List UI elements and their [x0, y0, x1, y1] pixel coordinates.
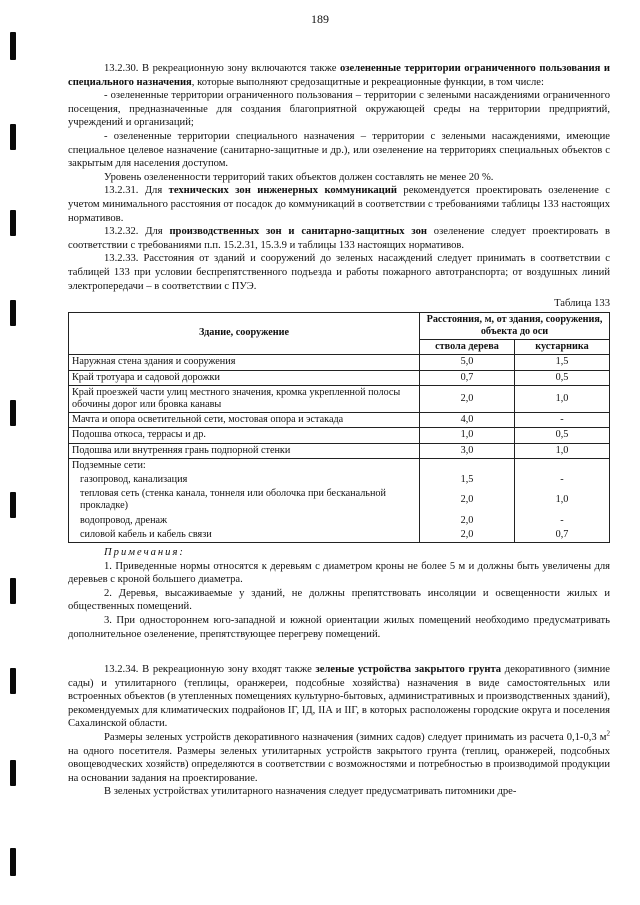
- section-number: 13.2.30.: [104, 63, 139, 74]
- bold-term: производственных зон и санитарно-защитных зон: [169, 226, 427, 238]
- header-distance: Расстояния, м, от здания, сооружения, объекта до оси: [420, 312, 610, 339]
- binder-mark: [10, 124, 16, 150]
- list-item: - озелененные территории специального назначения – территории с зелеными насаждениями, имеющие специальное целевое назначение (санитарно-защитные и др.), или озеленение на территориях специальных объектов с закрытым для населения доступом.: [68, 130, 610, 170]
- page-number: 189: [311, 12, 329, 26]
- section-13-2-30: 13.2.30. В рекреационную зону включаются также озелененные территории ограниченного пользования и специального назначения, которые выполняют средозащитные и рекреационные функции, в том числе:: [68, 63, 611, 88]
- header-shrub: кустарника: [515, 340, 610, 355]
- table-row: Подошва или внутренняя грань подпорной стенки 3,0 1,0: [69, 443, 610, 458]
- table-row: Подошва откоса, террасы и др. 1,0 0,5: [69, 428, 610, 443]
- notes-heading: Примечания:: [104, 546, 185, 558]
- binder-mark: [10, 210, 16, 236]
- section-13-2-31: 13.2.31. Для технических зон инженерных коммуникаций рекомендуется проектировать озеленение с учетом минимального расстояния от посадок до коммуникаций в соответствии с требованиями таблицы 133 настоящих нормативов.: [68, 185, 610, 224]
- section-number: 13.2.32.: [104, 226, 139, 238]
- distance-table: [68, 312, 610, 543]
- note-item: 3. При одностороннем юго-западной и южной ориентации жилых помещений необходимо предусматривать дополнительное озеленение, препятствующее перегреву помещений.: [68, 614, 610, 640]
- bold-term: зеленые устройства закрытого грунта: [315, 664, 502, 676]
- section-13-2-33: 13.2.33. Расстояния от зданий и сооружений до зеленых насаждений следует принимать в соответствии с таблицей 133 при условии беспрепятственного подъезда и работы пожарного автотранспорта; от воздушных линий электропередачи – в соответствии с ПУЭ.: [68, 253, 610, 292]
- paragraph: В зеленых устройствах утилитарного назначения следует предусматривать питомники дре-: [104, 786, 517, 798]
- section-number: 13.2.33.: [104, 253, 139, 265]
- binder-mark: [10, 300, 16, 326]
- bold-term: технических зон инженерных коммуникаций: [168, 185, 397, 197]
- table-row: водопровод, дренаж 2,0 -: [69, 514, 610, 528]
- section-number: 13.2.34.: [104, 664, 139, 676]
- binder-mark: [10, 848, 16, 876]
- list-item: - озелененные территории ограниченного пользования – территории с зелеными насаждениями ограниченного посещения, предназначенные для создания благоприятной окружающей среды на территории предприятий, учреждений и организаций;: [68, 90, 610, 129]
- table-row: Край тротуара и садовой дорожки 0,7 0,5: [69, 370, 610, 385]
- binder-mark: [10, 32, 16, 60]
- binder-mark: [10, 400, 16, 426]
- table-row: Край проезжей части улиц местного значения, кромка укрепленной полосы обочины дорог или бровка канавы 2,0 1,0: [69, 385, 610, 412]
- table-row: силовой кабель и кабель связи 2,0 0,7: [69, 528, 610, 543]
- note-item: 1. Приведенные нормы относятся к деревьям с диаметром кроны не более 5 м и должны быть увеличены для деревьев с кроной большего диаметра.: [68, 560, 610, 586]
- binder-mark: [10, 492, 16, 518]
- binder-mark: [10, 760, 16, 786]
- table-notes: [68, 546, 610, 641]
- table-row: Мачта и опора осветительной сети, мостовая опора и эстакада 4,0 -: [69, 413, 610, 428]
- header-building: Здание, сооружение: [69, 312, 420, 355]
- binder-mark: [10, 668, 16, 694]
- table-caption: Таблица 133: [554, 298, 610, 310]
- table-row: тепловая сеть (стенка канала, тоннеля или оболочка при бесканальной прокладке) 2,0 1,0: [69, 487, 610, 513]
- page-content: [68, 62, 610, 799]
- paragraph: Размеры зеленых устройств декоративного назначения (зимних садов) следует принимать из расчета 0,1-0,3 $м^2$ на одного посетителя. Размеры зеленых утилитарных устройств закрытого грунта (теплиц, оранжерей, подсобных овощеводческих хозяйств) определяются в соответствии с возможностями и потребностью в производимой продукции на основании задания на проектирование.: [68, 729, 610, 784]
- section-13-2-34: 13.2.34. В рекреационную зону входят также зеленые устройства закрытого грунта декоративного (зимние сады) и утилитарного (теплицы, оранжереи, подсобные хозяйства) назначения в виде самостоятельных или встроенных объектов (в утепленных помещениях культурно-бытовых, административных и производственных зданий), рекомендуемых для климатических подрайонов IГ, IД, IIА и IIГ, в которых расположены городские округа и поселения Сахалинской области.: [68, 664, 610, 730]
- bold-term: озелененные территории ограниченного пользования и специального назначения: [68, 63, 611, 88]
- section-13-2-32: 13.2.32. Для производственных зон и санитарно-защитных зон озеленение следует проектировать в соответствии с требованиями п.п. 15.2.31, 15.3.9 и таблицы 133 настоящих нормативов.: [68, 226, 610, 251]
- table-group-row: Подземные сети:: [69, 458, 610, 473]
- table-row: Наружная стена здания и сооружения 5,0 1,5: [69, 355, 610, 370]
- table-row: газопровод, канализация 1,5 -: [69, 473, 610, 487]
- section-number: 13.2.31.: [104, 185, 139, 197]
- header-tree: ствола дерева: [420, 340, 515, 355]
- note-item: 2. Деревья, высаживаемые у зданий, не должны препятствовать инсоляции и освещенности жилых и общественных помещений.: [68, 587, 610, 613]
- binder-mark: [10, 578, 16, 604]
- paragraph: Уровень озелененности территорий таких объектов должен составлять не менее 20 %.: [104, 171, 494, 183]
